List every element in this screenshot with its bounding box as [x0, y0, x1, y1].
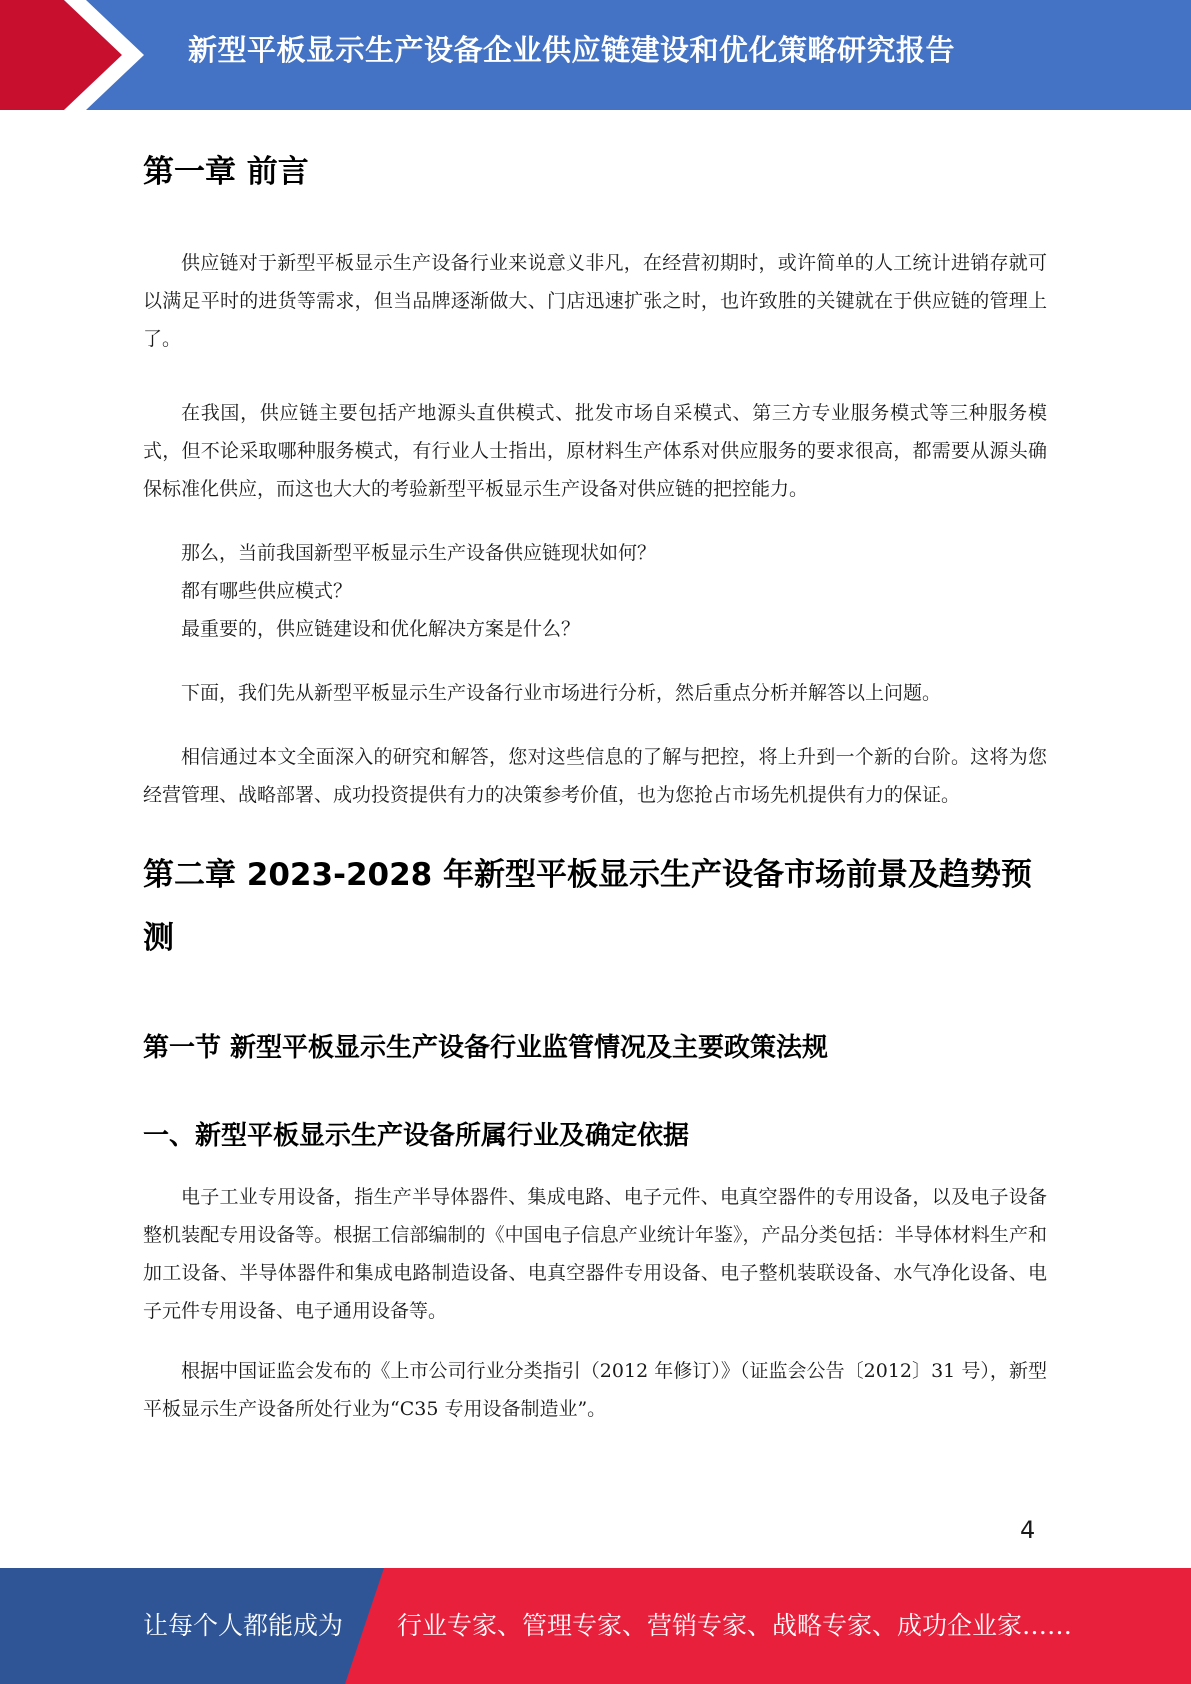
footer-slogan-right: 行业专家、管理专家、营销专家、战略专家、成功企业家…… — [397, 1611, 1073, 1640]
subsection-title: 一、新型平板显示生产设备所属行业及确定依据 — [143, 1121, 690, 1151]
footer-slogan-left: 让每个人都能成为 — [143, 1611, 344, 1640]
question-item: 都有哪些供应模式？ — [181, 580, 353, 602]
page-content — [143, 130, 1047, 1428]
chevron-arrow-icon — [0, 0, 160, 110]
paragraph: 下面，我们先从新型平板显示生产设备行业市场进行分析，然后重点分析并解答以上问题。 — [181, 682, 942, 704]
page-number: 4 — [1020, 1516, 1036, 1544]
paragraph: 根据中国证监会发布的《上市公司行业分类指引（2012 年修订）》（证监会公告〔2012〕31 号），新型平板显示生产设备所处行业为“C35 专用设备制造业”。 — [143, 1360, 1047, 1420]
footer-banner — [0, 1568, 1191, 1684]
paragraph: 在我国，供应链主要包括产地源头直供模式、批发市场自采模式、第三方专业服务模式等三种服务模式，但不论采取哪种服务模式，有行业人士指出，原材料生产体系对供应服务的要求很高，都需要从源头确保标准化供应，而这也大大的考验新型平板显示生产设备对供应链的把控能力。 — [143, 402, 1047, 500]
section-title: 第一节 新型平板显示生产设备行业监管情况及主要政策法规 — [143, 1033, 829, 1063]
question-item: 那么，当前我国新型平板显示生产设备供应链现状如何？ — [181, 542, 657, 564]
report-title: 新型平板显示生产设备企业供应链建设和优化策略研究报告 — [188, 33, 956, 67]
paragraph: 电子工业专用设备，指生产半导体器件、集成电路、电子元件、电真空器件的专用设备，以及电子设备整机装配专用设备等。根据工信部编制的《中国电子信息产业统计年鉴》，产品分类包括：半导体材料生产和加工设备、半导体器件和集成电路制造设备、电真空器件专用设备、电子整机装联设备、水气净化设备、电子元件专用设备、电子通用设备等。 — [143, 1186, 1047, 1322]
paragraph: 供应链对于新型平板显示生产设备行业来说意义非凡，在经营初期时，或许简单的人工统计进销存就可以满足平时的进货等需求，但当品牌逐渐做大、门店迅速扩张之时，也许致胜的关键就在于供应链的管理上了。 — [143, 252, 1047, 350]
paragraph: 相信通过本文全面深入的研究和解答，您对这些信息的了解与把控，将上升到一个新的台阶。这将为您经营管理、战略部署、成功投资提供有力的决策参考价值，也为您抢占市场先机提供有力的保证。 — [143, 746, 1047, 806]
chapter-1-title: 第一章 前言 — [143, 154, 309, 190]
header-banner — [0, 0, 1191, 110]
chapter-2-title: 第二章 2023-2028 年新型平板显示生产设备市场前景及趋势预测 — [143, 857, 1033, 956]
question-list — [143, 534, 1047, 648]
question-item: 最重要的，供应链建设和优化解决方案是什么？ — [181, 618, 581, 640]
